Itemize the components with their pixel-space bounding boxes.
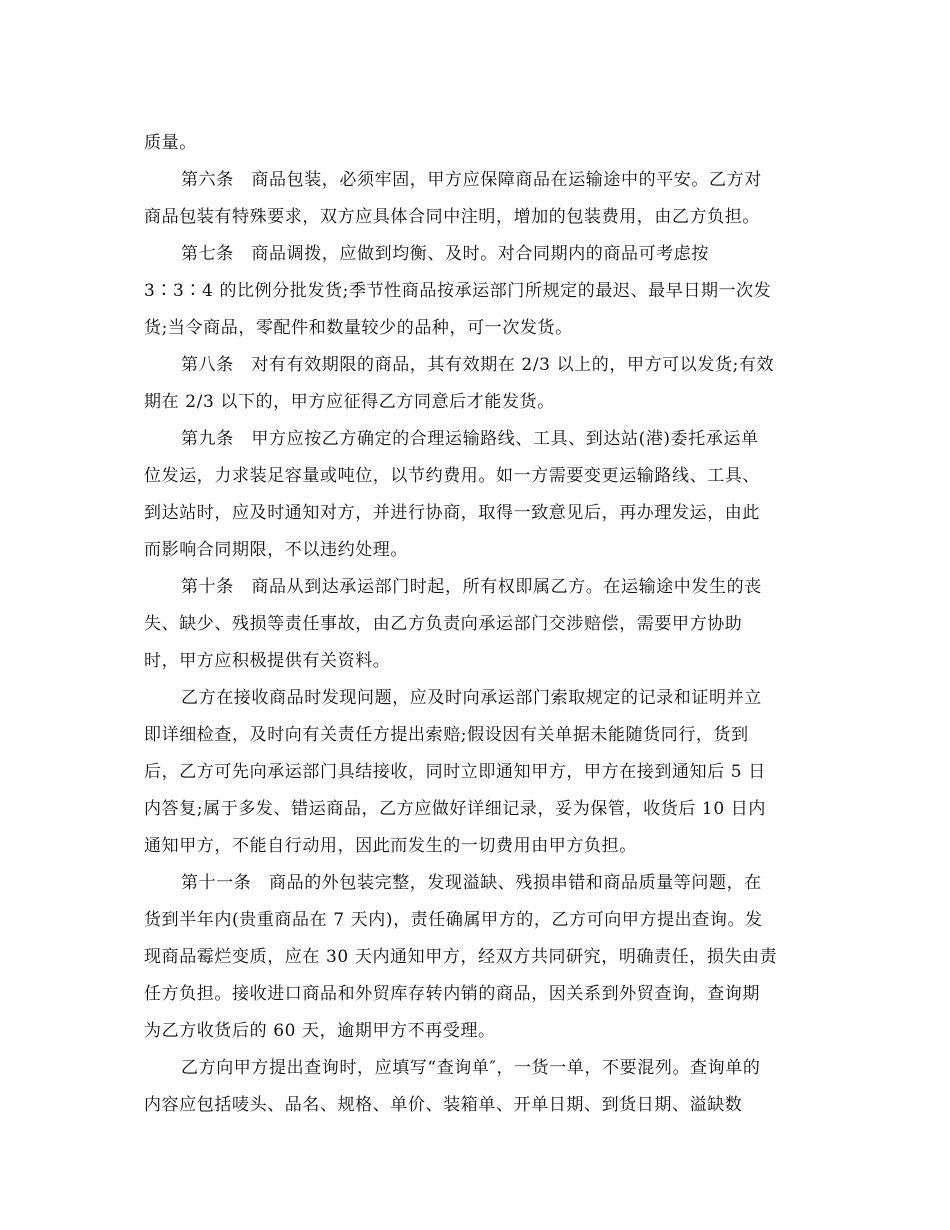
text-line: 为乙方收货后的 60 天，逾期甲方不再受理。: [144, 1021, 496, 1041]
text-line: 通知甲方，不能自行动用，因此而发生的一切费用由甲方负担。: [144, 836, 637, 856]
text-line: 货;当令商品，零配件和数量较少的品种，可一次发货。: [144, 318, 573, 338]
text-line: 乙方在接收商品时发现问题，应及时向承运部门索取规定的记录和证明并立: [181, 688, 762, 708]
text-line: 时，甲方应积极提供有关资料。: [144, 651, 391, 671]
text-line: 第十条 商品从到达承运部门时起，所有权即属乙方。在运输途中发生的丧: [181, 577, 762, 597]
text-line: 到达站时，应及时通知对方，并进行协商，取得一致意见后，再办理发运，由此: [144, 503, 760, 523]
text-line: 商品包装有特殊要求，双方应具体合同中注明，增加的包装费用，由乙方负担。: [144, 207, 760, 227]
text-line: 而影响合同期限，不以违约处理。: [144, 540, 408, 560]
text-line: 后，乙方可先向承运部门具结接收，同时立即通知甲方，甲方在接到通知后 5 日: [144, 762, 766, 782]
text-line: 内容应包括唛头、品名、规格、单价、装箱单、开单日期、到货日期、溢缺数: [144, 1095, 743, 1115]
text-line: 内答复;属于多发、错运商品，乙方应做好详细记录，妥为保管，收货后 10 日内: [144, 799, 766, 819]
text-line: 失、缺少、残损等责任事故，由乙方负责向承运部门交涉赔偿，需要甲方协助: [144, 614, 743, 634]
text-line: 第八条 对有有效期限的商品，其有效期在 2/3 以上的，甲方可以发货;有效: [181, 355, 775, 375]
text-line: 质量。: [144, 133, 197, 153]
text-line: 第九条 甲方应按乙方确定的合理运输路线、工具、到达站(港)委托承运单: [181, 429, 759, 449]
text-line: 任方负担。接收进口商品和外贸库存转内销的商品，因关系到外贸查询，查询期: [144, 984, 760, 1004]
text-line: 第七条 商品调拨，应做到均衡、及时。对合同期内的商品可考虑按: [181, 244, 709, 264]
text-line: 期在 2/3 以下的，甲方应征得乙方同意后才能发货。: [144, 392, 555, 412]
text-line: 位发运，力求装足容量或吨位，以节约费用。如一方需要变更运输路线、工具、: [144, 466, 760, 486]
text-line: 即详细检查，及时向有关责任方提出索赔;假设因有关单据未能随货同行，货到: [144, 725, 749, 745]
text-line: 3∶3∶4 的比例分批发货;季节性商品按承运部门所规定的最迟、最早日期一次发: [144, 281, 772, 301]
text-line: 第六条 商品包装，必须牢固，甲方应保障商品在运输途中的平安。乙方对: [181, 170, 762, 190]
text-line: 第十一条 商品的外包装完整，发现溢缺、残损串错和商品质量等问题，在: [181, 873, 762, 893]
text-line: 现商品霉烂变质，应在 30 天内通知甲方，经双方共同研究，明确责任，损失由责: [144, 947, 778, 967]
text-line: 乙方向甲方提出查询时，应填写“查询单″，一货一单，不要混列。查询单的: [181, 1058, 761, 1078]
text-line: 货到半年内(贵重商品在 7 天内)，责任确属甲方的，乙方可向甲方提出查询。发: [144, 910, 763, 930]
